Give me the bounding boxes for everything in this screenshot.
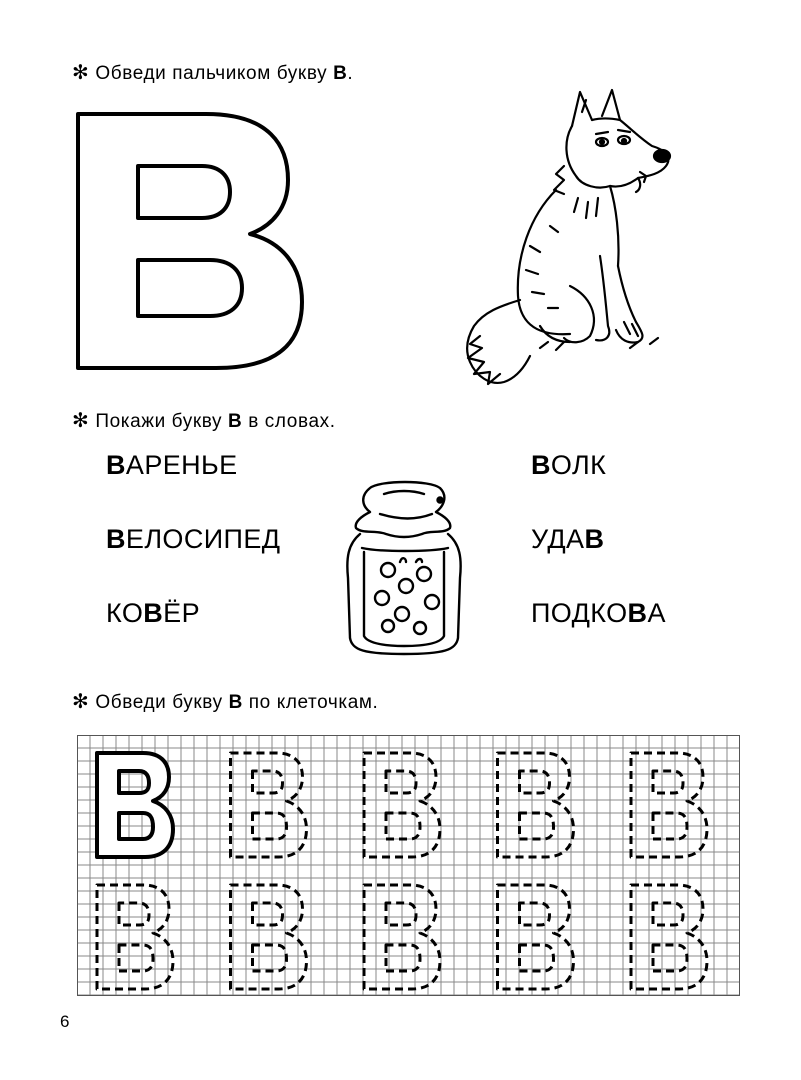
star-icon: ✻ (72, 62, 90, 84)
instruction-show-in-words: ✻ Покажи букву В в словах. (72, 410, 336, 432)
dashed-letter-trace (631, 885, 707, 989)
solid-letter-example (97, 753, 173, 857)
dashed-letter-trace (231, 885, 307, 989)
wolf-illustration (460, 86, 682, 394)
grid-lines (77, 735, 740, 996)
big-outline-letter (74, 110, 306, 372)
star-icon: ✻ (72, 691, 90, 713)
word-udav: УДАВ (531, 524, 605, 554)
dashed-letter-trace (498, 885, 574, 989)
dashed-letter-trace (231, 753, 307, 857)
instruction-trace-cells: ✻ Обведи букву В по клеточкам. (72, 691, 379, 713)
jam-jar-illustration (340, 478, 468, 658)
dashed-letter-trace (498, 753, 574, 857)
word-velosiped: ВЕЛОСИПЕД (106, 524, 281, 554)
star-icon: ✻ (72, 410, 90, 432)
dashed-letter-trace (97, 885, 173, 989)
word-varenye: ВАРЕНЬЕ (106, 450, 238, 480)
word-volk: ВОЛК (531, 450, 607, 480)
word-podkova: ПОДКОВА (531, 598, 666, 628)
word-kovyor: КОВЁР (106, 598, 200, 628)
dashed-letter-trace (631, 753, 707, 857)
page-number: 6 (60, 1012, 70, 1031)
instruction-trace-finger: ✻ Обведи пальчиком букву В. (72, 62, 354, 84)
tracing-grid (77, 735, 740, 996)
